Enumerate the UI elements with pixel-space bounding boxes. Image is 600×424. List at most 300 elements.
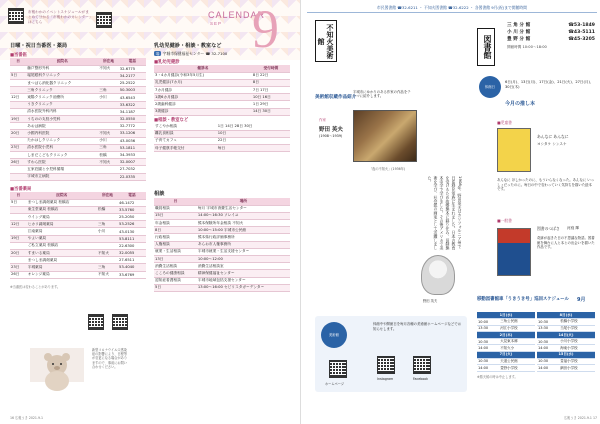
teddy-bear-image xyxy=(30,348,84,398)
checkup-subtitle: ■乳幼児健診 xyxy=(154,60,180,65)
table-cell: 離乳食相談 xyxy=(154,130,217,137)
schedule-time: 10:30 xyxy=(537,319,559,326)
table-cell: すわら医院 xyxy=(26,159,98,166)
kids-label: ■児童書 xyxy=(497,120,512,125)
column-header: 電話 xyxy=(119,58,146,65)
storytime-table-left xyxy=(477,312,535,372)
library-phone-bar: 市民図書館 ☎32-6211 ・ 不知火図書館 ☎32-6222 ・ 各図書館 9月(祝)まで開館時間 xyxy=(307,3,597,13)
checkup-table xyxy=(154,65,290,116)
table-row xyxy=(10,94,146,101)
qr-code-icon[interactable] xyxy=(96,12,112,28)
museum-article-text: 1908年、野田英夫はカリフォルニア州で日系移民家族に生まれました。日本の教育を受けるため故郷熊本に移り住み、旧制熊本中学で学びました。その後アメリカで美術を学び、社会派の画家として活躍しました。 xyxy=(428,176,463,251)
soudan-table xyxy=(154,198,290,292)
branch-name: 三 角 分 館 xyxy=(507,23,531,28)
schedule-place: 当尾小学校 xyxy=(559,325,595,332)
table-cell: 消費生活相談 xyxy=(154,263,197,270)
table-row xyxy=(10,87,146,94)
table-cell: 46-1472 xyxy=(118,199,146,206)
table-cell: うきクリニック xyxy=(26,101,98,108)
storytime-note: ※悪天候の時は中止します。 xyxy=(477,375,518,379)
table-cell xyxy=(10,228,27,235)
table-row xyxy=(154,108,290,115)
table-cell: 20日 xyxy=(10,130,26,137)
table-row xyxy=(154,277,290,284)
table-cell: 精神保健福祉センター xyxy=(197,270,290,277)
table-cell: 25-2522 xyxy=(119,80,146,87)
table-cell xyxy=(10,166,26,173)
table-row xyxy=(10,151,146,158)
schedule-time: 10:30 xyxy=(537,358,559,365)
schedule-date: 14日(火) xyxy=(537,332,595,339)
table-row xyxy=(154,284,290,291)
table-cell: 熊本保険所年金相談 不知火 xyxy=(197,220,290,227)
table-row xyxy=(154,145,290,152)
page-number-left: 16 広報うき 2021.9.1 xyxy=(10,416,44,420)
table-cell: 三角 xyxy=(97,221,118,228)
table-row xyxy=(154,87,290,94)
table-cell: 22-6300 xyxy=(118,242,146,249)
table-cell: 53-1811 xyxy=(119,144,146,151)
table-cell: 江南薬局 xyxy=(27,228,97,235)
table-cell: あらお市人権事務所 xyxy=(197,241,290,248)
schedule-place: 豊野小学校 xyxy=(499,365,535,372)
schedule-time: 14:00 xyxy=(477,365,499,372)
table-cell: 松橋 xyxy=(97,206,118,213)
library-stamp: 図書館 xyxy=(477,28,495,66)
table-cell xyxy=(98,166,118,173)
table-cell: 26日 xyxy=(10,271,27,278)
table-row xyxy=(154,248,290,255)
column-header: 所在地 xyxy=(97,192,118,199)
table-cell xyxy=(10,206,27,213)
schedule-place: 松橋小学校 xyxy=(559,319,595,326)
table-cell: 五家荘園と小児科循環 xyxy=(26,166,98,173)
table-cell: ウイング薬局 xyxy=(27,214,97,221)
table-row xyxy=(10,116,146,123)
consult-title: 乳幼児健診・相談・教室など xyxy=(154,43,222,49)
table-cell: あおば病院 xyxy=(26,123,98,130)
table-cell: 三角 xyxy=(97,264,118,271)
schedule-place: 天道公民館 xyxy=(499,358,535,365)
table-cell xyxy=(98,173,118,180)
homepage-label[interactable]: ホームページ xyxy=(325,382,345,386)
table-cell: 宇城薬局 xyxy=(27,264,97,271)
calendar-intro: 市報わかのイベントスケジュールがまとめて分かる「市報わかのカレンダー」はこちら xyxy=(28,10,91,24)
table-row xyxy=(154,137,290,144)
bear-caption: 新型コロナウイルス感染症の影響により、日程等が変更になる場合がありますので、事前にお問い合わせください。 xyxy=(92,348,128,369)
general-book-author: 河庭 輝 xyxy=(567,226,579,230)
column-header: 電話 xyxy=(118,192,146,199)
schedule-time: 13:30 xyxy=(477,325,499,332)
museum-stamp: 不知火美術館 xyxy=(315,20,337,62)
table-cell: 小國内科医院 xyxy=(26,130,98,137)
table-cell: 25-2050 xyxy=(118,214,146,221)
recommend-heading: 今月の推し本 xyxy=(505,101,536,107)
table-cell: しまだこどもクリニック xyxy=(26,151,98,158)
qr-code-icon[interactable] xyxy=(329,360,347,378)
table-cell: 32-0007 xyxy=(119,159,146,166)
table-cell: 23日 xyxy=(10,264,27,271)
column-header: 受付時間 xyxy=(252,65,290,72)
table-cell: 23日 xyxy=(10,144,26,151)
schedule-time: 14:00 xyxy=(477,345,499,352)
branch-name: 豊 野 分 館 xyxy=(507,37,531,42)
qr-code-icon[interactable] xyxy=(88,314,104,330)
portrait-caption: 野田 英夫 xyxy=(423,299,438,303)
table-cell: 5日 xyxy=(10,199,27,206)
column-header: 日 xyxy=(10,58,26,65)
table-row xyxy=(537,352,595,359)
table-cell: 堀尾眼科クリニック xyxy=(26,72,98,79)
table-row xyxy=(10,206,146,213)
storytime-title: 移動図書館車「うきうき号」巡回スケジュール xyxy=(477,297,569,302)
table-cell: 26日 xyxy=(10,159,26,166)
table-cell xyxy=(10,101,26,108)
table-header xyxy=(154,198,290,205)
table-row xyxy=(10,250,146,257)
table-cell: まつばら消化器クリニック xyxy=(26,80,98,87)
table-row xyxy=(154,256,290,263)
table-cell: まつしま調剤薬局 松橋店 xyxy=(27,199,97,206)
table-cell: 東陽クリニック治療所 xyxy=(26,94,98,101)
phone-icon: ☎ xyxy=(205,51,211,56)
table-cell: 13:00～16:00 セピリスタガーデンター xyxy=(197,284,290,291)
table-cell: 34-1187 xyxy=(119,108,146,115)
table-cell xyxy=(98,72,118,79)
table-row xyxy=(154,94,290,101)
table-cell: 32-0055 xyxy=(118,250,146,257)
table-cell xyxy=(98,101,118,108)
column-header: 日 xyxy=(10,192,27,199)
column-header: 所在地 xyxy=(98,58,118,65)
table-cell: やよい薬局 xyxy=(27,235,97,242)
table-cell: 小川 xyxy=(98,94,118,101)
qr-code-icon[interactable] xyxy=(413,356,431,374)
table-cell: 33-6322 xyxy=(119,101,146,108)
table-cell: 子育てカフェ xyxy=(154,137,217,144)
kids-book-cover xyxy=(497,128,531,172)
table-row xyxy=(10,144,146,151)
general-book-text: 奇跡が起きた日の不思議な物語。図書館を舞台に人と本との出会いを描いた作品です。 xyxy=(537,236,595,250)
table-cell xyxy=(10,173,26,180)
storytime-month: 9月 xyxy=(577,297,586,303)
clinic-note: ※当番医は変わることがあります。 xyxy=(10,285,61,289)
table-row xyxy=(154,263,290,270)
branch-phone: ☎53-1849 xyxy=(568,23,595,28)
schedule-place: 河江小学校 xyxy=(499,325,535,332)
table-row xyxy=(10,137,146,144)
table-cell: 清水医院外科内科 xyxy=(26,108,98,115)
artist-portrait xyxy=(421,255,455,295)
table-cell: 2歳歯科健診 xyxy=(154,101,252,108)
schedule-place: 豊福小学校 xyxy=(559,358,595,365)
qr-code-icon[interactable] xyxy=(8,8,24,24)
table-row xyxy=(154,205,290,212)
branch-name: 小 川 分 館 xyxy=(507,30,531,35)
table-row xyxy=(154,72,290,79)
closed-days: 6日(月)、13日(月)、17日(金)、21日(火)、27日(月)、30日(木) xyxy=(505,80,594,89)
table-cell: 43-0130 xyxy=(118,228,146,235)
instagram-label[interactable]: Instagram xyxy=(377,377,394,381)
table-cell: 行政相談 xyxy=(154,234,197,241)
schedule-place: 三角公民館 xyxy=(499,319,535,326)
table-cell: 10日 xyxy=(217,130,290,137)
table-cell: まつしま調剤薬局 xyxy=(27,257,97,264)
table-row xyxy=(10,214,146,221)
table-cell: 1歳6カ月健診 xyxy=(154,94,252,101)
table-row xyxy=(10,123,146,130)
table-row xyxy=(10,130,146,137)
table-cell: 34-2177 xyxy=(119,72,146,79)
table-cell xyxy=(98,80,118,87)
table-row xyxy=(154,79,290,86)
schedule-time: 10:30 xyxy=(477,338,499,345)
table-cell: 33-1206 xyxy=(119,130,146,137)
table-cell: 不知火 xyxy=(97,271,118,278)
table-row xyxy=(537,312,595,319)
table-cell: 不知火 xyxy=(98,65,118,72)
table-cell xyxy=(10,137,26,144)
table-row xyxy=(10,173,146,180)
table-cell: 22-0335 xyxy=(119,173,146,180)
table-cell: 53-8111 xyxy=(118,235,146,242)
kids-book-author: ヨシタケ シンスケ xyxy=(537,142,567,146)
schedule-place: 網田小学校 xyxy=(559,365,595,372)
table-row xyxy=(154,234,290,241)
facebook-label[interactable]: Facebook xyxy=(413,377,428,381)
table-row xyxy=(10,264,146,271)
table-cell: 東生堂薬局 松橋店 xyxy=(27,206,97,213)
storytime-table-right xyxy=(537,312,595,372)
artist-years: (1908～1939) xyxy=(319,134,343,138)
table-cell xyxy=(97,242,118,249)
table-cell: 43-0036 xyxy=(119,137,146,144)
schedule-date: 8日(水) xyxy=(537,312,595,319)
table-row xyxy=(154,241,290,248)
kids-book-text: あんなに ほしかったのに、もういらなくなった。あんなに いっしょだったのに。毎日の中で変わっていく気持ちを描いた絵本です。 xyxy=(497,178,595,192)
branch-phone: ☎43-5111 xyxy=(568,30,595,35)
calendar-month-number: 9 xyxy=(252,0,279,59)
schedule-time: 10:30 xyxy=(537,338,559,345)
calendar-month-abbr: SEP xyxy=(210,21,223,26)
table-cell: 認知症看護相談 xyxy=(154,277,197,284)
table-cell: 人権相談 xyxy=(154,241,197,248)
table-cell: 15日 xyxy=(154,212,197,219)
table-cell xyxy=(10,151,26,158)
museum-intro: 宇城市にゆかりのある作家の作品をテーマに紹介します。 xyxy=(353,90,411,99)
table-cell: 清水医院小児科 xyxy=(26,144,98,151)
table-row xyxy=(10,257,146,264)
library-branch xyxy=(507,29,595,36)
table-cell: 53-2526 xyxy=(118,221,146,228)
table-row xyxy=(10,235,146,242)
table-cell: 消費生活相談室 xyxy=(197,263,290,270)
column-header: 場所 xyxy=(197,198,290,205)
consult-place-row xyxy=(154,51,227,57)
closed-day-badge: 休館日 xyxy=(479,76,501,98)
table-cell: 12日 xyxy=(10,221,27,228)
table-cell: 27-7032 xyxy=(119,166,146,173)
table-cell: 三角 xyxy=(98,87,118,94)
table-cell: 乳児健診(7カ月) xyxy=(154,79,252,86)
doctor-subtitle: ■当番医 xyxy=(10,53,27,58)
table-row xyxy=(154,101,290,108)
doctor-table xyxy=(10,58,146,181)
table-cell: 熊本県行政評価事務所 xyxy=(197,234,290,241)
table-cell: 1日 14日 28日 30日 xyxy=(217,123,290,130)
table-cell: 宇城市地域包括支援センター xyxy=(197,277,290,284)
table-cell: 14日 30日 xyxy=(252,108,290,115)
table-row xyxy=(477,312,535,319)
column-header: 日 xyxy=(154,198,197,205)
table-cell: 宇城市就業・生活支援センター xyxy=(197,248,290,255)
table-cell: 小川 xyxy=(97,228,118,235)
table-cell: 53-4040 xyxy=(118,264,146,271)
class-subtitle: ■相談・教室など xyxy=(154,118,189,123)
artwork-photo xyxy=(353,110,417,162)
qr-code-icon[interactable] xyxy=(377,356,395,374)
table-cell: 毎月 宇城市消費生活センター xyxy=(197,205,290,212)
artist-label: 作家 xyxy=(319,118,326,122)
table-row xyxy=(477,319,535,326)
table-header xyxy=(10,58,146,65)
table-cell: 毎日 xyxy=(217,145,290,152)
table-row xyxy=(154,220,290,227)
calendar-title: CALENDAR xyxy=(208,10,266,20)
table-cell: 8日 xyxy=(154,227,197,234)
table-cell: 不知火 xyxy=(98,159,118,166)
table-row xyxy=(10,228,146,235)
table-row xyxy=(477,365,535,372)
table-cell: 32-7772 xyxy=(119,123,146,130)
library-branch xyxy=(507,36,595,43)
table-cell: 19日 xyxy=(10,235,27,242)
schedule-date: 1日(水) xyxy=(477,312,535,319)
table-cell: うちのの丸枝小児科 xyxy=(26,116,98,123)
table-cell xyxy=(10,80,26,87)
table-cell: 34-3933 xyxy=(119,151,146,158)
schedule-place: 海東小学校 xyxy=(559,345,595,352)
schedule-time: 13:30 xyxy=(537,325,559,332)
table-cell: 33-5760 xyxy=(118,206,146,213)
table-row xyxy=(154,227,290,234)
table-cell xyxy=(98,116,118,123)
table-cell: 12日 xyxy=(10,94,26,101)
table-row xyxy=(10,271,146,278)
table-row xyxy=(10,221,146,228)
table-cell: オレンジ薬局 xyxy=(27,271,97,278)
artwork-caption: 「夜の不知火」(1936年) xyxy=(369,167,406,171)
table-cell: 27-6511 xyxy=(118,257,146,264)
table-cell: 母子健康手帳交付 xyxy=(154,145,217,152)
table-cell: 19日 xyxy=(10,116,26,123)
museum-heading: 美術館収蔵作品紹介 xyxy=(315,95,357,100)
table-row xyxy=(154,270,290,277)
table-cell: 20日 xyxy=(10,250,27,257)
table-cell: 10日 16日 xyxy=(252,94,290,101)
table-row xyxy=(477,345,535,352)
qr-code-icon[interactable] xyxy=(112,314,128,330)
table-row xyxy=(537,319,595,326)
table-row xyxy=(477,352,535,359)
table-row xyxy=(477,358,535,365)
pharmacy-table xyxy=(10,192,146,279)
table-row xyxy=(537,325,595,332)
table-row xyxy=(537,332,595,339)
table-cell: 32-6775 xyxy=(119,65,146,72)
clinic-title: 日曜・祝日当番医・薬局 xyxy=(10,43,68,49)
table-cell: 5日 xyxy=(10,72,26,79)
table-cell: 22日 xyxy=(217,137,290,144)
table-cell: 三角 xyxy=(98,144,118,151)
consult-place: 宇城市保健福祉センター xyxy=(162,51,205,56)
table-cell: 7カ月健診 xyxy=(154,87,252,94)
table-cell: 50-3003 xyxy=(119,87,146,94)
table-cell xyxy=(97,235,118,242)
table-cell: 32-0550 xyxy=(119,116,146,123)
table-row xyxy=(477,332,535,339)
schedule-time: 14:00 xyxy=(537,345,559,352)
table-row xyxy=(154,130,290,137)
table-cell: 藤戸整形外科 xyxy=(26,65,98,72)
table-row xyxy=(10,101,146,108)
schedule-place: 小川小学校 xyxy=(559,338,595,345)
table-row xyxy=(477,325,535,332)
table-cell xyxy=(10,257,27,264)
table-cell: 10:00～12:00 xyxy=(197,256,290,263)
column-header: 医院名 xyxy=(27,192,97,199)
table-cell: 14:00～16:30 ソレイユ xyxy=(197,212,290,219)
table-cell: 10:00～15:00 宇城市公民館 xyxy=(197,227,290,234)
schedule-place: 不知火小 xyxy=(499,345,535,352)
table-row xyxy=(154,212,290,219)
table-cell: 松橋 xyxy=(98,151,118,158)
right-page xyxy=(300,0,600,424)
table-cell: 8日 xyxy=(252,79,290,86)
table-row xyxy=(10,80,146,87)
general-book-cover xyxy=(497,228,531,276)
schedule-time: 10:30 xyxy=(477,358,499,365)
table-cell: 8日 22日 xyxy=(252,72,290,79)
schedule-date: 2日(木) xyxy=(477,332,535,339)
schedule-place: 大見東本郷 xyxy=(499,338,535,345)
table-cell: 就業・生活相談 xyxy=(154,248,197,255)
library-branch xyxy=(507,22,595,29)
table-cell: たかはしクリニック xyxy=(26,137,98,144)
table-row xyxy=(10,72,146,79)
table-cell: ご私立薬局 松橋店 xyxy=(27,242,97,249)
soudan-title: 相談 xyxy=(154,191,165,197)
table-cell: 33-6769 xyxy=(118,271,146,278)
table-cell xyxy=(10,65,26,72)
museum-info-text: 休館中や開館日を毎月各種の美術館ホームページなどでお知らせします。 xyxy=(373,322,462,331)
table-cell xyxy=(98,123,118,130)
page-number-right: 広報うき 2021.9.1 17 xyxy=(564,416,598,420)
table-header xyxy=(154,65,290,72)
general-label: ■一般書 xyxy=(497,218,512,223)
table-row xyxy=(10,166,146,173)
general-book-title: 図書のつばさ xyxy=(537,226,560,231)
table-cell: 3歳健診 xyxy=(154,108,252,115)
table-cell xyxy=(98,108,118,115)
table-cell xyxy=(97,257,118,264)
table-cell: すまいる薬局 xyxy=(27,250,97,257)
table-cell xyxy=(97,214,118,221)
table-row xyxy=(537,365,595,372)
table-row xyxy=(477,338,535,345)
column-header: 医院名 xyxy=(26,58,98,65)
table-cell: 三角クリニック xyxy=(26,87,98,94)
